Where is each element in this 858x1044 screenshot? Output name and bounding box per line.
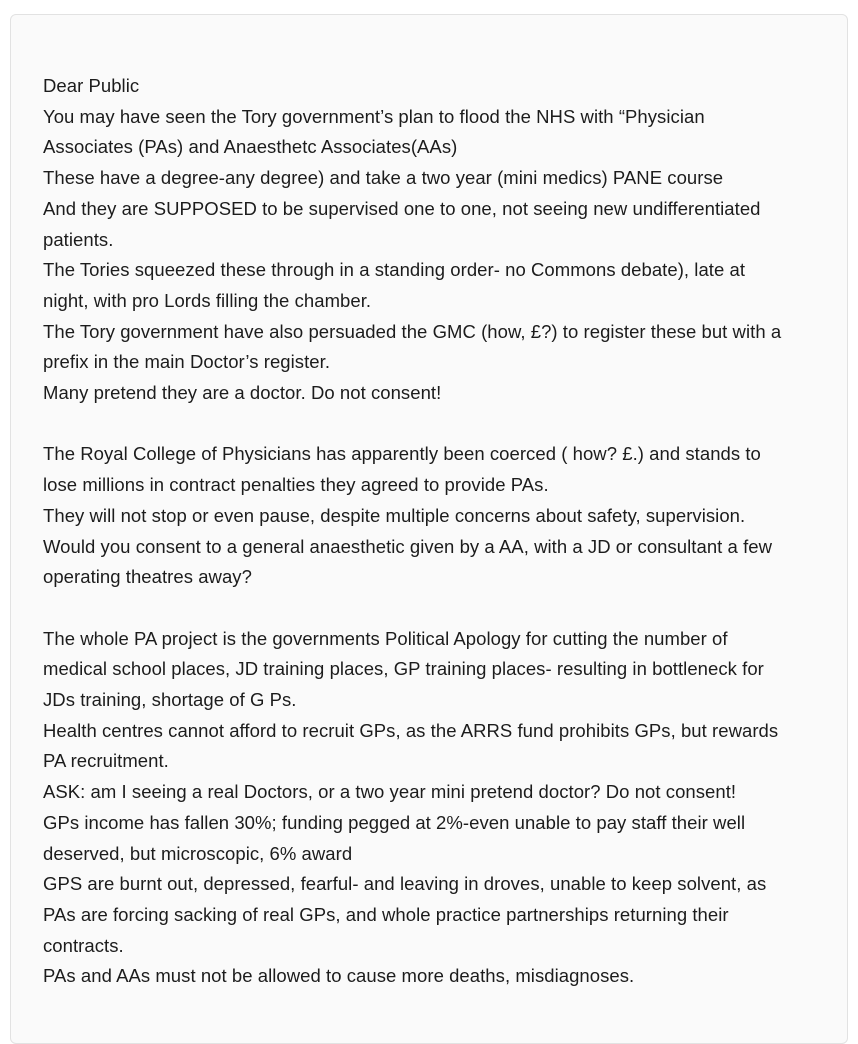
text-line: contracts. — [43, 934, 124, 956]
text-line: The Tories squeezed these through in a standing order- no Commons debate), late at — [43, 259, 746, 281]
text-line: PA recruitment. — [43, 750, 169, 772]
text-line: patients. — [43, 228, 114, 250]
text-line: And they are SUPPOSED to be supervised one to one, not seeing new undifferentiated — [43, 197, 761, 219]
letter-body — [43, 71, 843, 992]
note-page — [10, 14, 848, 1044]
text-line: Health centres cannot afford to recruit GPs, as the ARRS fund prohibits GPs, but rewards — [43, 719, 779, 741]
text-line: GPs income has fallen 30%; funding pegged at 2%-even unable to pay staff their well — [43, 811, 746, 833]
text-line: night, with pro Lords filling the chamber. — [43, 289, 372, 311]
text-line: medical school places, JD training places, GP training places- resulting in bottleneck for — [43, 658, 764, 680]
text-line: prefix in the main Doctor’s register. — [43, 351, 331, 373]
text-line: JDs training, shortage of G Ps. — [43, 689, 297, 711]
paragraph-2 — [43, 439, 843, 593]
paragraph-3 — [43, 624, 843, 992]
text-line: deserved, but microscopic, 6% award — [43, 842, 353, 864]
text-line: ASK: am I seeing a real Doctors, or a two year mini pretend doctor? Do not consent! — [43, 781, 737, 803]
text-line: Would you consent to a general anaesthetic given by a AA, with a JD or consultant a few — [43, 535, 773, 557]
text-line: PAs are forcing sacking of real GPs, and whole practice partnerships returning their — [43, 903, 729, 925]
text-line: GPS are burnt out, depressed, fearful- and leaving in droves, unable to keep solvent, as — [43, 873, 767, 895]
text-line: Dear Public — [43, 75, 140, 96]
text-line: Associates (PAs) and Anaesthetc Associates(AAs) — [43, 136, 458, 158]
text-line: You may have seen the Tory government’s plan to flood the NHS with “Physician — [43, 105, 705, 127]
text-line: lose millions in contract penalties they agreed to provide PAs. — [43, 474, 549, 496]
text-line: They will not stop or even pause, despite multiple concerns about safety, supervision. — [43, 504, 746, 526]
text-line: These have a degree-any degree) and take a two year (mini medics) PANE course — [43, 167, 724, 189]
text-line: operating theatres away? — [43, 566, 252, 588]
text-line: Many pretend they are a doctor. Do not consent! — [43, 382, 442, 404]
paragraph-1 — [43, 71, 843, 409]
text-line: The whole PA project is the governments Political Apology for cutting the number of — [43, 627, 728, 649]
text-line: PAs and AAs must not be allowed to cause more deaths, misdiagnoses. — [43, 965, 635, 987]
text-line: The Tory government have also persuaded the GMC (how, £?) to register these but with a — [43, 320, 782, 342]
text-line: The Royal College of Physicians has apparently been coerced ( how? £.) and stands to — [43, 443, 761, 465]
